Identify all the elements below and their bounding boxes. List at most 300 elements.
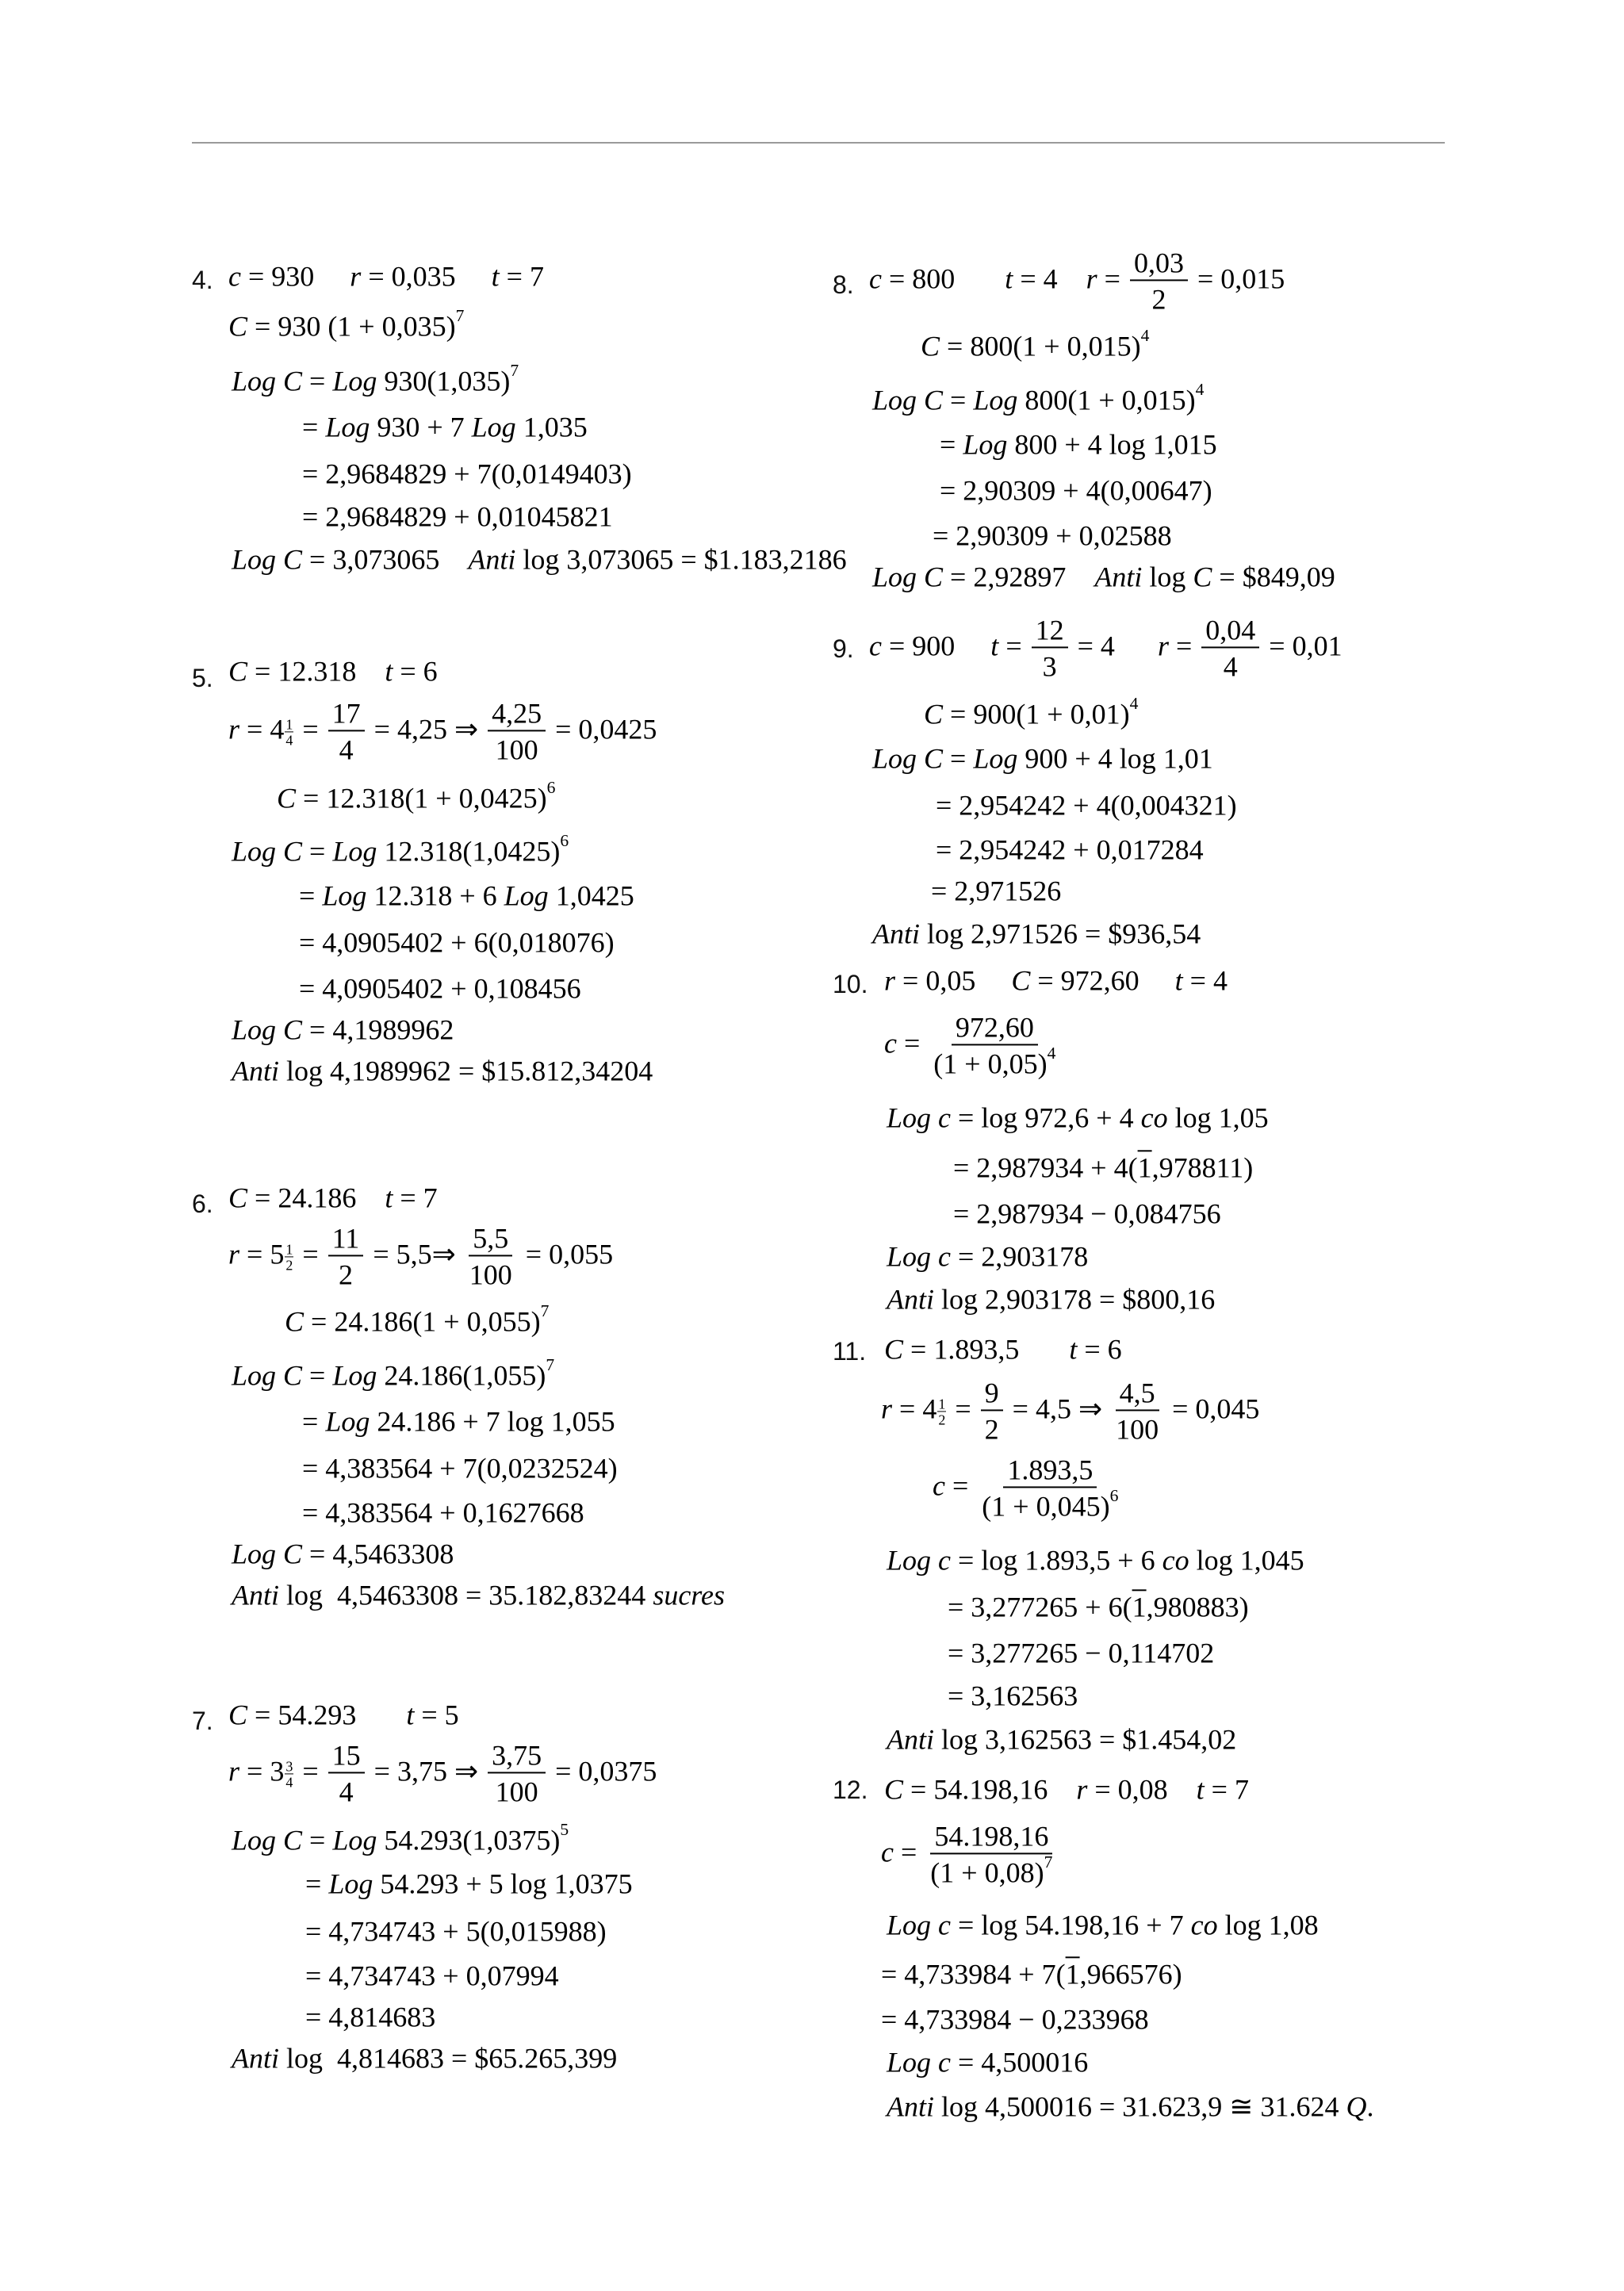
- fraction-denominator: [978, 1485, 1122, 1523]
- fraction: [488, 698, 546, 765]
- math-text: = 6: [1077, 1333, 1122, 1366]
- math-variable: Anti: [872, 918, 920, 950]
- problem-number: 6.: [192, 1190, 213, 1218]
- fraction: [981, 1377, 1003, 1445]
- math-variable: Anti: [887, 1723, 934, 1756]
- math-variable: r: [884, 964, 896, 997]
- fraction-denominator: [981, 1411, 1003, 1446]
- problem-number: 11.: [833, 1337, 867, 1366]
- fraction-denominator: [1039, 648, 1061, 683]
- math-line: [232, 1538, 454, 1570]
- math-text: 2: [938, 1412, 946, 1427]
- fraction-numerator: [981, 1377, 1003, 1411]
- fraction-numerator: [285, 717, 293, 732]
- math-line: [887, 2090, 1373, 2123]
- math-text: 4: [285, 1774, 293, 1790]
- math-text: = 4,5463308: [302, 1538, 454, 1570]
- math-text: 2: [285, 1257, 293, 1273]
- math-text: = 0,05: [895, 964, 1012, 997]
- fraction: [328, 698, 365, 765]
- math-line: [302, 1405, 615, 1438]
- math-variable: C: [277, 782, 297, 814]
- math-variable: c: [933, 1469, 945, 1502]
- math-variable: Log C: [872, 742, 944, 775]
- math-line: [933, 1454, 1124, 1522]
- math-variable: C: [884, 1773, 904, 1806]
- math-text: log 3,073065 = $1.183,2186: [515, 543, 847, 576]
- math-text: = 2,9684829 + 0,01045821: [302, 500, 613, 533]
- math-variable: Anti: [232, 1579, 279, 1611]
- exponent: 6: [546, 777, 556, 797]
- math-text: 4,5: [1119, 1377, 1155, 1409]
- math-text: = 0,0375: [548, 1755, 657, 1787]
- math-line: [232, 1819, 569, 1856]
- fraction: [926, 1821, 1056, 1888]
- math-text: =: [944, 1469, 976, 1502]
- math-line: [228, 1223, 613, 1290]
- math-variable: Log C: [872, 384, 944, 416]
- math-text: = 2,971526: [931, 875, 1062, 907]
- math-line: [887, 1283, 1215, 1316]
- math-text: log 1,08: [1217, 1909, 1319, 1941]
- math-variable: t: [1069, 1333, 1078, 1366]
- math-text: = 800: [881, 262, 1005, 295]
- math-variable: r: [350, 260, 362, 293]
- math-line: [936, 789, 1237, 822]
- math-text: = 3,277265 + 6(: [948, 1591, 1132, 1623]
- math-line: [887, 1544, 1304, 1576]
- exponent: 7: [455, 305, 465, 325]
- math-text: = 2,903178: [951, 1240, 1089, 1273]
- math-text: = 7: [499, 260, 544, 293]
- math-variable: Log: [963, 428, 1008, 461]
- math-text: .: [1366, 2090, 1374, 2123]
- math-text: = 1.893,5: [903, 1333, 1070, 1366]
- math-text: = 24.186: [247, 1182, 385, 1214]
- mixed-number-fraction: [285, 1242, 293, 1272]
- math-text: log 2,903178 = $800,16: [934, 1283, 1216, 1316]
- math-variable: r: [228, 1238, 240, 1270]
- exponent: 7: [1044, 1852, 1053, 1871]
- math-text: = 7: [393, 1182, 438, 1214]
- problem-number: 5.: [192, 664, 213, 692]
- math-variable: t: [1005, 262, 1013, 295]
- math-variable: C: [228, 1182, 248, 1214]
- math-line: [887, 1101, 1269, 1134]
- math-text: = 4,383564 + 7(0,0232524): [302, 1452, 618, 1485]
- math-line: [881, 1377, 1259, 1445]
- math-line: [302, 411, 588, 443]
- exponent: 4: [1195, 379, 1205, 399]
- math-line: [887, 1723, 1236, 1756]
- math-text: =: [1168, 630, 1200, 662]
- math-variable: c: [228, 260, 241, 293]
- fraction-denominator: [285, 1257, 293, 1272]
- math-text: 800 + 4 log 1,015: [1007, 428, 1217, 461]
- fraction: [328, 1740, 365, 1807]
- math-text: 900 + 4 log 1,01: [1017, 742, 1213, 775]
- fraction: [978, 1454, 1122, 1522]
- fraction-denominator: [926, 1854, 1056, 1889]
- math-text: = 4: [1070, 630, 1158, 662]
- math-line: [232, 1055, 653, 1087]
- math-text: = 2,987934 − 0,084756: [953, 1197, 1221, 1230]
- math-text: ,980883): [1146, 1591, 1249, 1623]
- math-line: [887, 2046, 1088, 2078]
- math-text: 972,60: [955, 1011, 1034, 1044]
- math-text: = 54.198,16: [903, 1773, 1077, 1806]
- math-text: 100: [495, 734, 538, 765]
- fraction-denominator: [335, 1773, 358, 1808]
- fraction-numerator: [469, 1223, 512, 1256]
- math-variable: Log: [332, 1359, 377, 1392]
- exponent: 7: [546, 1354, 555, 1374]
- fraction: [929, 1012, 1059, 1079]
- math-variable: Anti: [887, 1283, 934, 1316]
- math-variable: Log C: [232, 1824, 303, 1856]
- math-variable: Log C: [872, 561, 944, 593]
- fraction-numerator: [285, 1242, 293, 1257]
- math-text: =: [295, 1238, 326, 1270]
- math-line: [884, 964, 1228, 997]
- math-line: [933, 519, 1172, 552]
- math-line: [232, 543, 847, 576]
- math-text: 2: [1151, 283, 1166, 315]
- math-line: [302, 500, 613, 533]
- math-text: =: [302, 1405, 326, 1438]
- math-line: [232, 1013, 454, 1046]
- fraction-denominator: [1147, 281, 1170, 316]
- math-variable: sucres: [653, 1579, 725, 1611]
- mixed-number-fraction: [285, 1759, 293, 1789]
- math-text: = 4: [1182, 964, 1228, 997]
- math-text: ,966576): [1079, 1958, 1182, 1990]
- math-variable: t: [1174, 964, 1183, 997]
- fraction-numerator: [488, 1740, 546, 1773]
- math-variable: Anti: [1094, 561, 1143, 593]
- math-text: 11: [331, 1222, 360, 1255]
- math-variable: C: [1011, 964, 1031, 997]
- math-variable: Log C: [232, 1359, 303, 1392]
- math-line: [940, 428, 1217, 461]
- overlined-digit: 1: [1137, 1151, 1152, 1184]
- math-variable: Anti: [232, 2042, 279, 2075]
- math-line: [940, 474, 1212, 507]
- problem-number: 4.: [192, 266, 213, 294]
- mixed-number-fraction: [285, 717, 293, 747]
- math-text: =: [299, 879, 323, 912]
- math-line: [924, 693, 1139, 730]
- math-text: = 972,60: [1030, 964, 1175, 997]
- math-line: [232, 830, 569, 868]
- math-line: [884, 1012, 1062, 1079]
- math-text: =: [302, 1824, 333, 1856]
- math-text: = 5: [414, 1699, 459, 1731]
- math-variable: Log: [973, 742, 1018, 775]
- math-line: [302, 1452, 618, 1485]
- math-line: [232, 1579, 725, 1611]
- math-variable: Log: [973, 384, 1018, 416]
- math-text: =: [295, 1755, 326, 1787]
- math-text: log 4,500016 = 31.623,9 ≅ 31.624: [934, 2090, 1346, 2123]
- math-line: [881, 1821, 1059, 1888]
- math-text: =: [998, 630, 1029, 662]
- math-text: 0,03: [1133, 247, 1184, 279]
- fraction-denominator: [285, 732, 293, 747]
- math-text: 4,25: [492, 697, 542, 730]
- math-text: = 4,0905402 + 0,108456: [299, 972, 581, 1005]
- math-line: [232, 2042, 617, 2075]
- math-variable: Log C: [232, 1538, 303, 1570]
- math-line: [302, 458, 632, 490]
- math-text: log 4,5463308 = 35.182,83244: [279, 1579, 653, 1611]
- math-text: = 5: [239, 1238, 285, 1270]
- math-text: = log 54.198,16 + 7: [951, 1909, 1191, 1941]
- math-text: = 4: [1013, 262, 1086, 295]
- math-text: = 3: [239, 1755, 285, 1787]
- math-line: [305, 1960, 559, 1992]
- math-text: 12.318(1,0425): [377, 835, 561, 868]
- math-text: 930(1,035): [377, 365, 511, 397]
- math-variable: Log c: [887, 1101, 951, 1134]
- math-variable: C: [921, 330, 940, 362]
- math-text: = 7: [1204, 1773, 1249, 1806]
- math-line: [884, 1333, 1122, 1366]
- overlined-digit: 1: [1132, 1591, 1147, 1623]
- math-variable: Log C: [232, 835, 303, 868]
- math-text: = 4: [239, 713, 285, 745]
- math-line: [228, 305, 465, 343]
- math-text: log 1,05: [1167, 1101, 1269, 1134]
- math-variable: Log c: [887, 1240, 951, 1273]
- math-text: 930 + 7: [370, 411, 472, 443]
- math-text: 1: [938, 1396, 946, 1412]
- math-text: 3: [1042, 650, 1057, 682]
- math-line: [881, 1958, 1182, 1990]
- math-text: = 2,987934 + 4(: [953, 1151, 1138, 1184]
- math-text: 1.893,5: [1007, 1454, 1094, 1486]
- math-text: 54.293(1,0375): [377, 1824, 561, 1856]
- math-variable: r: [1086, 262, 1097, 295]
- math-text: =: [302, 365, 333, 397]
- overlined-digit: 1: [1065, 1958, 1080, 1990]
- math-line: [887, 1240, 1088, 1273]
- exponent: 5: [560, 1819, 569, 1839]
- math-line: [228, 698, 657, 765]
- math-text: =: [302, 1359, 333, 1392]
- math-text: 1,0425: [548, 879, 634, 912]
- exponent: 7: [510, 360, 519, 380]
- fraction-numerator: [1116, 1377, 1159, 1411]
- fraction-numerator: [952, 1012, 1038, 1045]
- fraction-denominator: [492, 1773, 542, 1808]
- math-text: =: [943, 384, 974, 416]
- math-line: [869, 615, 1342, 682]
- exponent: 6: [1109, 1485, 1119, 1505]
- math-text: 24.186(1,055): [377, 1359, 546, 1392]
- fraction-denominator: [492, 731, 542, 766]
- math-variable: C: [228, 310, 248, 343]
- fraction-denominator: [937, 1412, 946, 1427]
- math-text: = 5,5⇒: [366, 1238, 463, 1270]
- math-text: = 2,90309 + 0,02588: [933, 519, 1172, 552]
- math-text: ,978811): [1151, 1151, 1254, 1184]
- math-text: 54.198,16: [934, 1820, 1049, 1852]
- math-text: =: [302, 835, 333, 868]
- math-line: [305, 1915, 607, 1948]
- math-text: 15: [331, 1739, 361, 1772]
- math-line: [936, 833, 1204, 866]
- math-text: 54.293 + 5 log 1,0375: [373, 1868, 633, 1900]
- math-text: = $849,09: [1212, 561, 1335, 593]
- math-variable: Anti: [887, 2090, 934, 2123]
- math-variable: Anti: [468, 543, 516, 576]
- math-variable: c: [869, 630, 882, 662]
- fraction-numerator: [1130, 247, 1188, 281]
- math-text: 3: [285, 1758, 293, 1774]
- math-text: log 1,045: [1189, 1544, 1304, 1576]
- math-text: 24.186 + 7 log 1,055: [370, 1405, 615, 1438]
- fraction-numerator: [488, 698, 546, 731]
- math-text: 1,035: [515, 411, 588, 443]
- math-text: 1: [285, 1241, 293, 1257]
- math-text: = 2,9684829 + 7(0,0149403): [302, 458, 632, 490]
- math-variable: Log C: [232, 365, 303, 397]
- math-variable: co: [1162, 1544, 1189, 1576]
- fraction-denominator: [335, 731, 358, 766]
- fraction-numerator: [930, 1821, 1052, 1854]
- fraction: [1032, 615, 1068, 682]
- math-variable: Log: [325, 1405, 370, 1438]
- math-variable: r: [228, 713, 240, 745]
- math-text: = 0,045: [1165, 1393, 1260, 1425]
- math-text: =: [305, 1868, 329, 1900]
- fraction: [488, 1740, 546, 1807]
- math-text: = 900: [881, 630, 991, 662]
- math-text: = 800(1 + 0,015): [940, 330, 1141, 362]
- math-text: 100: [495, 1776, 538, 1807]
- math-variable: Log c: [887, 1909, 951, 1941]
- math-line: [232, 360, 519, 397]
- math-line: [872, 918, 1201, 950]
- math-text: = 4,814683: [305, 2001, 436, 2033]
- math-variable: r: [881, 1393, 893, 1425]
- fraction-denominator: [1112, 1411, 1162, 1446]
- math-text: 2: [984, 1413, 999, 1445]
- mixed-number-fraction: [937, 1396, 946, 1427]
- math-variable: Log: [471, 411, 516, 443]
- math-line: [305, 1868, 633, 1900]
- math-line: [948, 1591, 1249, 1623]
- exponent: 6: [560, 830, 569, 850]
- math-text: 4: [339, 1776, 354, 1807]
- math-variable: Log C: [232, 543, 303, 576]
- math-line: [277, 777, 556, 814]
- fraction-denominator: [335, 1256, 357, 1291]
- math-text: =: [302, 411, 326, 443]
- math-line: [228, 655, 438, 688]
- math-text: =: [948, 1393, 979, 1425]
- math-text: = 930: [240, 260, 350, 293]
- math-variable: Log: [504, 879, 549, 912]
- math-text: = 2,954242 + 0,017284: [936, 833, 1204, 866]
- math-variable: Log: [325, 411, 370, 443]
- problem-number: 7.: [192, 1707, 213, 1735]
- fraction-numerator: [937, 1396, 946, 1412]
- math-variable: Q: [1346, 2090, 1367, 2123]
- math-variable: Log: [322, 879, 367, 912]
- math-text: = 12.318: [247, 655, 385, 688]
- math-line: [872, 561, 1335, 593]
- problem-number: 8.: [833, 270, 854, 299]
- math-text: = 12.318(1 + 0,0425): [296, 782, 547, 814]
- math-line: [299, 972, 581, 1005]
- fraction: [1201, 615, 1259, 682]
- header-rule: [192, 142, 1445, 144]
- math-text: = 0,08: [1087, 1773, 1197, 1806]
- math-text: = 3,277265 − 0,114702: [948, 1637, 1215, 1669]
- fraction-numerator: [1003, 1454, 1097, 1488]
- math-text: = 2,92897: [943, 561, 1095, 593]
- math-variable: co: [1140, 1101, 1168, 1134]
- math-text: 100: [469, 1259, 512, 1290]
- fraction-numerator: [1201, 615, 1259, 648]
- fraction-numerator: [328, 698, 365, 731]
- math-text: 3,75: [492, 1739, 542, 1772]
- math-text: = 0,01: [1262, 630, 1342, 662]
- math-line: [299, 879, 634, 912]
- math-variable: C: [228, 655, 248, 688]
- math-variable: C: [285, 1305, 304, 1338]
- fraction-denominator: [1220, 648, 1242, 683]
- math-variable: Log: [332, 835, 377, 868]
- fraction: [1130, 247, 1188, 315]
- math-text: = 4: [892, 1393, 937, 1425]
- math-variable: C: [228, 1699, 248, 1731]
- math-text: log: [1142, 561, 1193, 593]
- math-line: [931, 875, 1061, 907]
- math-text: = 0,0425: [548, 713, 657, 745]
- math-text: 9: [984, 1377, 999, 1409]
- math-line: [869, 247, 1285, 315]
- math-text: = 4,734743 + 0,07994: [305, 1960, 559, 1992]
- math-text: (1 + 0,08): [930, 1856, 1044, 1888]
- math-variable: r: [1076, 1773, 1088, 1806]
- math-variable: c: [869, 262, 882, 295]
- math-line: [884, 1773, 1249, 1806]
- math-variable: t: [990, 630, 999, 662]
- math-text: log 2,971526 = $936,54: [920, 918, 1201, 950]
- math-variable: Log C: [232, 1013, 303, 1046]
- fraction: [1112, 1377, 1162, 1445]
- math-text: =: [893, 1836, 925, 1868]
- math-text: = 24.186(1 + 0,055): [304, 1305, 541, 1338]
- math-variable: r: [1157, 630, 1169, 662]
- fraction-numerator: [1032, 615, 1068, 648]
- fraction-denominator: [465, 1256, 516, 1291]
- math-text: = 6: [393, 655, 438, 688]
- problem-number: 12.: [833, 1776, 868, 1804]
- math-variable: t: [406, 1699, 415, 1731]
- math-text: = 2,954242 + 4(0,004321): [936, 789, 1237, 822]
- fraction-numerator: [285, 1759, 293, 1774]
- math-variable: Log c: [887, 1544, 951, 1576]
- math-variable: t: [385, 655, 393, 688]
- math-variable: C: [1193, 561, 1212, 593]
- exponent: 4: [1140, 325, 1150, 345]
- math-text: = 4,1989962: [302, 1013, 454, 1046]
- math-text: = 4,0905402 + 6(0,018076): [299, 926, 615, 959]
